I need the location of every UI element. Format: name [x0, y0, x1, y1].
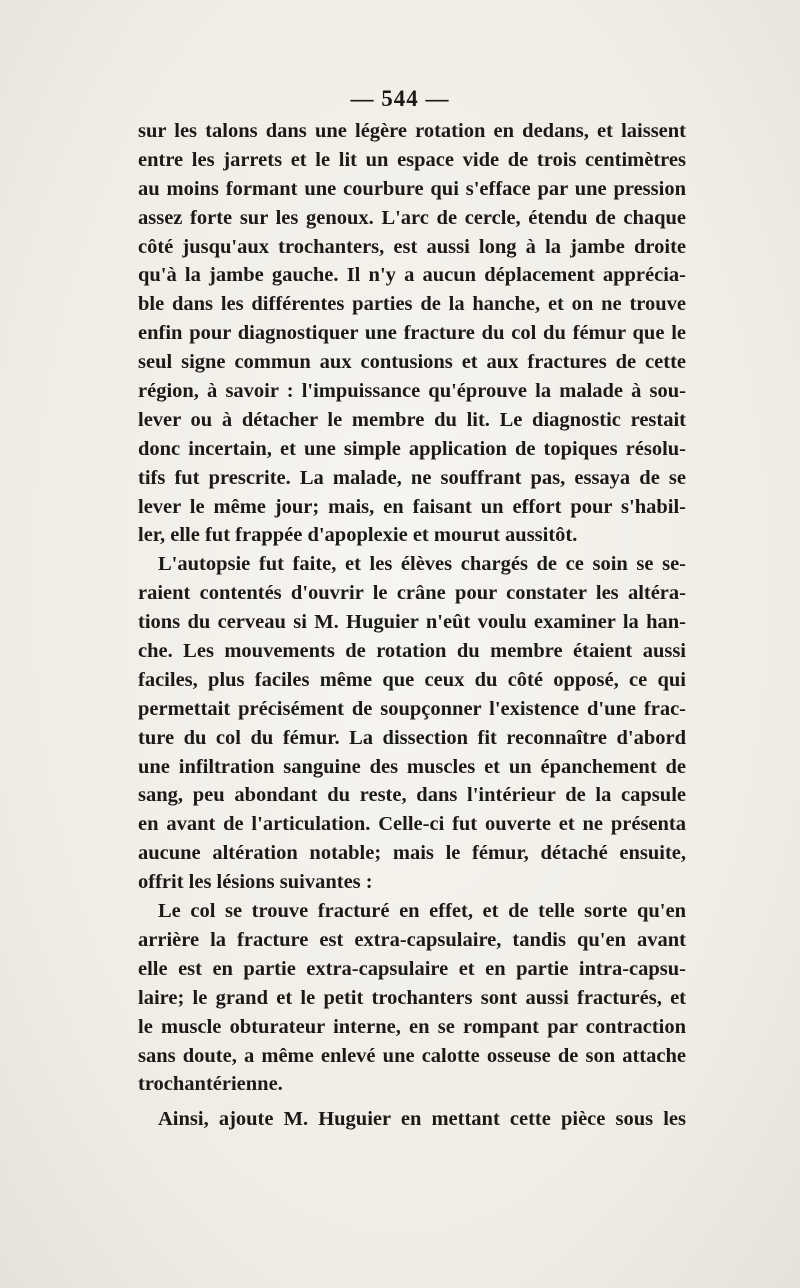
- text-line: donc incertain, et une simple application de topiques résolu-: [138, 437, 686, 460]
- text-line: en avant de l'articulation. Celle-ci fut ouverte et ne présenta: [138, 813, 686, 836]
- paragraph: [138, 1105, 686, 1134]
- body-text: [138, 117, 686, 1134]
- text-line: côté jusqu'aux trochanters, est aussi long à la jambe droite: [138, 235, 686, 258]
- text-line: lever ou à détacher le membre du lit. Le diagnostic restait: [138, 408, 686, 431]
- text-line: sans doute, a même enlevé une calotte osseuse de son attache: [138, 1044, 686, 1067]
- text-line: qu'à la jambe gauche. Il n'y a aucun déplacement apprécia-: [138, 264, 686, 287]
- text-line: entre les jarrets et le lit un espace vide de trois centimètres: [138, 148, 686, 171]
- text-line: assez forte sur les genoux. L'arc de cercle, étendu de chaque: [138, 206, 686, 229]
- text-line: région, à savoir : l'impuissance qu'éprouve la malade à sou-: [138, 380, 686, 403]
- text-line: ture du col du fémur. La dissection fit reconnaître d'abord: [138, 726, 686, 749]
- paragraph: [138, 897, 686, 1099]
- paragraph: [138, 117, 686, 550]
- text-line: sang, peu abondant du reste, dans l'intérieur de la capsule: [138, 784, 686, 807]
- text-line: enfin pour diagnostiquer une fracture du col du fémur que le: [138, 322, 686, 345]
- text-line: sur les talons dans une légère rotation en dedans, et laissent: [138, 120, 686, 142]
- text-line: che. Les mouvements de rotation du membre étaient aussi: [138, 640, 686, 663]
- text-line: permettait précisément de soupçonner l'existence d'une frac-: [138, 697, 686, 720]
- text-line: Ainsi, ajoute M. Huguier en mettant cette pièce sous les: [158, 1108, 686, 1131]
- text-line: arrière la fracture est extra-capsulaire, tandis qu'en avant: [138, 928, 686, 951]
- text-line: seul signe commun aux contusions et aux fractures de cette: [138, 351, 686, 374]
- text-line: elle est en partie extra-capsulaire et en partie intra-capsu-: [138, 957, 686, 980]
- text-line: ble dans les différentes parties de la hanche, et on ne trouve: [138, 293, 686, 316]
- text-line: le muscle obturateur interne, en se rompant par contraction: [138, 1015, 686, 1038]
- text-line: trochantérienne.: [138, 1073, 283, 1096]
- text-line: ler, elle fut frappée d'apoplexie et mourut aussitôt.: [138, 524, 578, 547]
- text-line: faciles, plus faciles même que ceux du côté opposé, ce qui: [138, 668, 686, 691]
- text-line: aucune altération notable; mais le fémur, détaché ensuite,: [138, 842, 686, 865]
- text-line: tifs fut prescrite. La malade, ne souffrant pas, essaya de se: [138, 466, 686, 489]
- paragraph: [138, 550, 686, 897]
- text-line: offrit les lésions suivantes :: [138, 871, 373, 894]
- text-line: au moins formant une courbure qui s'efface par une pression: [138, 177, 686, 200]
- text-line: lever le même jour; mais, en faisant un effort pour s'habil-: [138, 495, 686, 518]
- text-line: tions du cerveau si M. Huguier n'eût voulu examiner la han-: [138, 611, 686, 634]
- text-line: raient contentés d'ouvrir le crâne pour constater les altéra-: [138, 582, 686, 605]
- text-line: Le col se trouve fracturé en effet, et de telle sorte qu'en: [158, 900, 686, 923]
- text-line: L'autopsie fut faite, et les élèves chargés de ce soin se se-: [158, 553, 686, 576]
- page-number: — 544 —: [350, 86, 450, 111]
- text-line: laire; le grand et le petit trochanters sont aussi fracturés, et: [138, 986, 686, 1009]
- text-line: une infiltration sanguine des muscles et un épanchement de: [138, 755, 686, 778]
